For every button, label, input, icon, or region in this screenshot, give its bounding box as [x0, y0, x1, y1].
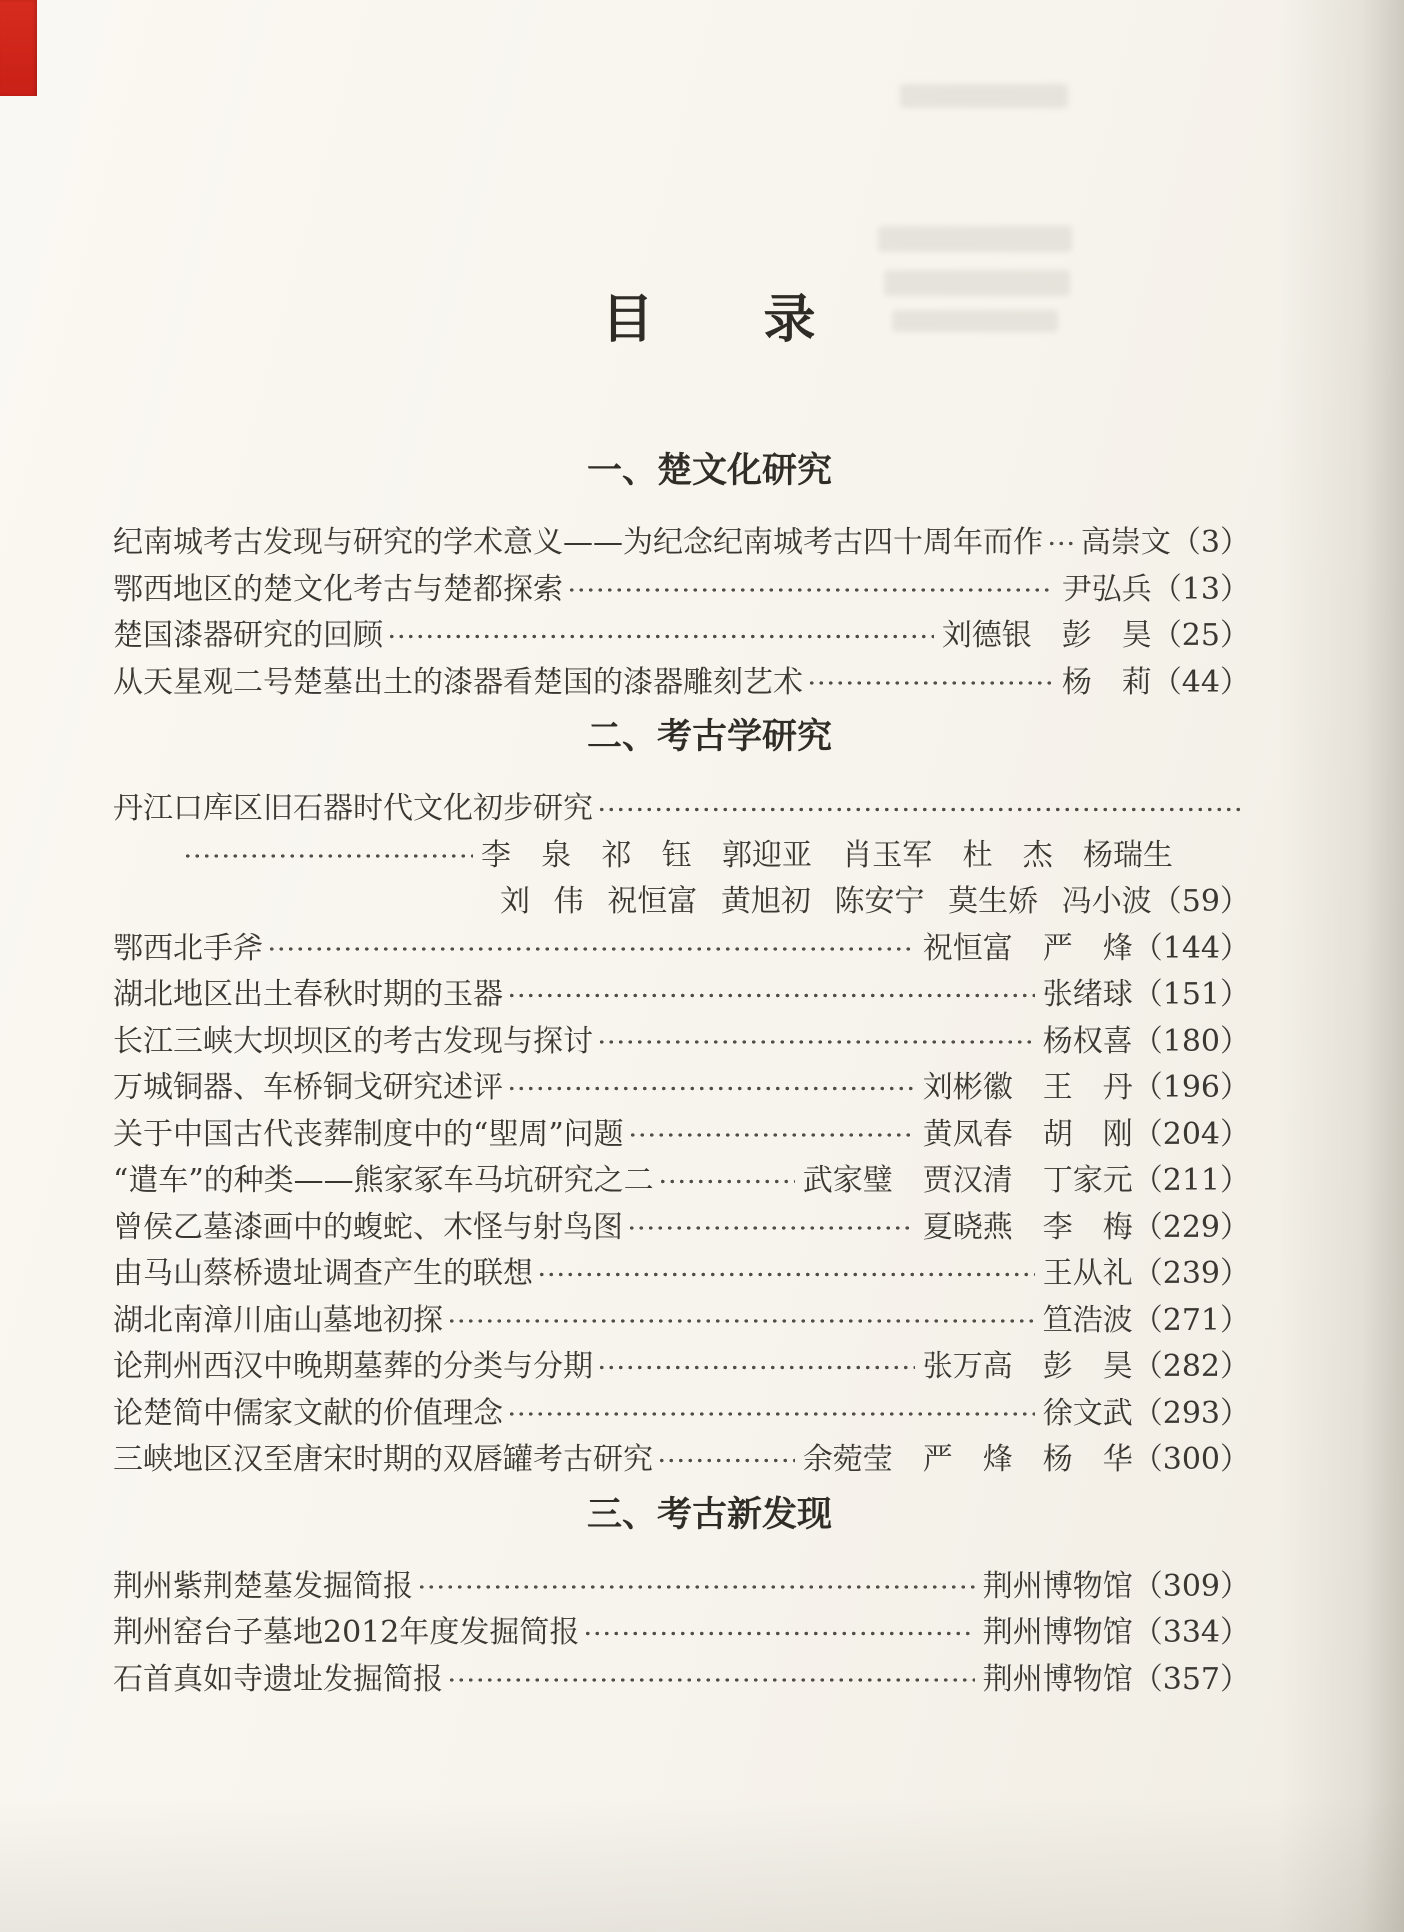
author-name: 李 [481, 837, 511, 873]
page-title: 目 录 [601, 289, 818, 350]
entry-title: 论荆州西汉中晚期墓葬的分类与分期 [113, 1349, 593, 1384]
entry-title: 荆州窑台子墓地2012年度发掘简报 [113, 1615, 580, 1650]
entry-authors: 王从礼 [1042, 1256, 1133, 1291]
entry-page-number: （300） [1132, 1442, 1250, 1477]
entry-page-number: （13） [1151, 571, 1250, 607]
entry-title: 长江三峡大坝坝区的考古发现与探讨 [113, 1023, 593, 1059]
entry-title: 从天星观二号楚墓出土的漆器看楚国的漆器雕刻艺术 [113, 664, 803, 700]
author-name: 郭迎亚 [722, 837, 812, 873]
author-name: 杰 [1022, 837, 1053, 873]
entry-page-number: （239） [1132, 1256, 1250, 1291]
entry-authors: 夏晓燕 李 梅 [922, 1209, 1133, 1245]
entry-page-number: （44） [1151, 664, 1250, 700]
toc-entry [113, 1158, 1250, 1205]
entry-page-number: （271） [1132, 1302, 1250, 1338]
author-name: 杨瑞生 [1083, 837, 1173, 873]
dot-leader [447, 1657, 975, 1704]
entry-authors: 祝恒富 严 烽 [922, 930, 1133, 966]
entry-title: 湖北南漳川庙山墓地初探 [113, 1302, 443, 1338]
entry-authors: 黄凤春 胡 刚 [922, 1116, 1133, 1152]
dot-leader [387, 613, 934, 660]
toc-entry [113, 1564, 1250, 1611]
toc-content [113, 0, 1250, 1703]
entry-authors: 徐文武 [1042, 1395, 1133, 1431]
toc-entry [113, 660, 1250, 707]
dot-leader [267, 926, 915, 973]
section-heading: 一、楚文化研究 [586, 451, 832, 491]
entry-page-number: （3） [1170, 525, 1250, 560]
dot-leader [597, 1344, 915, 1391]
toc-entry [113, 520, 1250, 567]
toc-entry [113, 1437, 1250, 1484]
entry-page-number: （144） [1132, 930, 1250, 966]
entry-title: 楚国漆器研究的回顾 [113, 618, 383, 653]
dot-leader [657, 1437, 795, 1484]
entry-authors: 高崇文 [1080, 525, 1171, 560]
section-heading: 二、考古学研究 [586, 717, 832, 757]
toc-entry [113, 1065, 1250, 1112]
entry-title: “遣车”的种类——熊家冢车马坑研究之二 [113, 1163, 654, 1198]
author-name: 钰 [661, 837, 692, 873]
toc-entry [113, 926, 1250, 973]
toc-entry [113, 1344, 1250, 1391]
dot-leader [597, 1019, 1035, 1066]
entry-page-number: （309） [1132, 1568, 1250, 1604]
entry-authors: 刘德银 彭 昊 [941, 618, 1152, 653]
entry-page-number: （282） [1132, 1349, 1250, 1384]
author-name: 黄旭初 [720, 884, 811, 919]
entry-authors: 荆州博物馆 [982, 1615, 1133, 1650]
author-name: 肖玉军 [842, 837, 933, 873]
entry-title: 石首真如寺遗址发掘简报 [113, 1661, 443, 1697]
entry-page-number: （180） [1132, 1023, 1250, 1059]
author-name: 冯小波（59） [1061, 884, 1250, 919]
author-name: 祝恒富 [607, 884, 698, 919]
entry-title: 丹江口库区旧石器时代文化初步研究 [113, 791, 593, 826]
author-name: 伟 [553, 884, 584, 919]
section-heading: 三、考古新发现 [586, 1494, 832, 1535]
author-name: 杜 [962, 837, 993, 873]
dot-leader [807, 660, 1054, 707]
entry-authors: 荆州博物馆 [982, 1568, 1133, 1604]
entry-authors: 笪浩波 [1042, 1302, 1133, 1338]
entry-authors [500, 879, 1250, 926]
entry-title: 万城铜器、车桥铜戈研究述评 [113, 1070, 503, 1105]
author-name: 泉 [541, 837, 572, 873]
entry-title: 湖北地区出土春秋时期的玉器 [113, 977, 503, 1012]
entry-title: 曾侯乙墓漆画中的蝮蛇、木怪与射鸟图 [113, 1209, 623, 1245]
toc-entry [113, 613, 1250, 660]
author-name: 陈安宁 [834, 884, 925, 919]
entry-title: 关于中国古代丧葬制度中的“堲周”问题 [113, 1116, 624, 1152]
dot-leader [507, 1391, 1035, 1438]
toc-entry [113, 1298, 1250, 1345]
entry-authors: 刘彬徽 王 丹 [922, 1070, 1133, 1105]
toc-entry [113, 567, 1250, 614]
toc-entry [113, 1251, 1250, 1298]
entry-authors: 余菀莹 严 烽 杨 华 [802, 1442, 1133, 1477]
author-name: 祁 [601, 837, 632, 873]
entry-authors: 张万高 彭 昊 [922, 1349, 1133, 1384]
dot-leader [507, 972, 1035, 1019]
entry-authors: 杨权喜 [1042, 1023, 1133, 1059]
entry-authors: 张绪球 [1042, 977, 1133, 1012]
toc-entry [113, 1019, 1250, 1066]
dot-leader [1047, 520, 1073, 567]
dot-leader [628, 1112, 915, 1159]
entry-authors: 荆州博物馆 [982, 1661, 1133, 1697]
dot-leader [447, 1298, 1035, 1345]
entry-page-number: （334） [1132, 1615, 1250, 1650]
entry-page-number: （293） [1132, 1395, 1250, 1431]
entry-page-number: （25） [1151, 618, 1250, 653]
entry-authors [481, 833, 1173, 880]
dot-leader [537, 1251, 1035, 1298]
dot-leader [183, 833, 473, 880]
dot-leader [583, 1610, 974, 1657]
entry-title: 鄂西北手斧 [113, 930, 263, 966]
toc-list [113, 452, 1250, 1703]
toc-entry [113, 786, 1250, 833]
entry-authors: 杨 莉 [1061, 664, 1152, 700]
entry-page-number: （357） [1132, 1661, 1250, 1697]
toc-entry [113, 1112, 1250, 1159]
entry-title: 鄂西地区的楚文化考古与楚都探索 [113, 571, 563, 607]
entry-page-number: （151） [1132, 977, 1250, 1012]
entry-title: 纪南城考古发现与研究的学术意义——为纪念纪南城考古四十周年而作 [113, 525, 1043, 560]
toc-entry [113, 972, 1250, 1019]
toc-entry [113, 1657, 1250, 1704]
entry-title: 论楚简中儒家文献的价值理念 [113, 1395, 503, 1431]
entry-title: 三峡地区汉至唐宋时期的双唇罐考古研究 [113, 1442, 653, 1477]
dot-leader [597, 786, 1242, 833]
toc-entry [113, 1205, 1250, 1252]
entry-page-number: （229） [1132, 1209, 1250, 1245]
entry-page-number: （204） [1132, 1116, 1250, 1152]
dot-leader [658, 1158, 795, 1205]
toc-entry-continuation [113, 833, 1173, 880]
entry-authors: 尹弘兵 [1061, 571, 1152, 607]
entry-title: 由马山蔡桥遗址调查产生的联想 [113, 1256, 533, 1291]
toc-entry-continuation [113, 879, 1250, 926]
entry-authors: 武家璧 贾汉清 丁家元 [802, 1163, 1133, 1198]
entry-page-number: （196） [1132, 1070, 1250, 1105]
dot-leader [417, 1564, 975, 1611]
red-bookmark-strip [0, 0, 37, 96]
toc-entry [113, 1610, 1250, 1657]
dot-leader [507, 1065, 915, 1112]
author-name: 莫生娇 [948, 884, 1039, 919]
author-name: 刘 [500, 884, 530, 919]
entry-page-number: （211） [1132, 1163, 1250, 1198]
toc-entry [113, 1391, 1250, 1438]
dot-leader [567, 567, 1054, 614]
dot-leader [627, 1205, 915, 1252]
entry-title: 荆州紫荆楚墓发掘简报 [113, 1568, 413, 1604]
